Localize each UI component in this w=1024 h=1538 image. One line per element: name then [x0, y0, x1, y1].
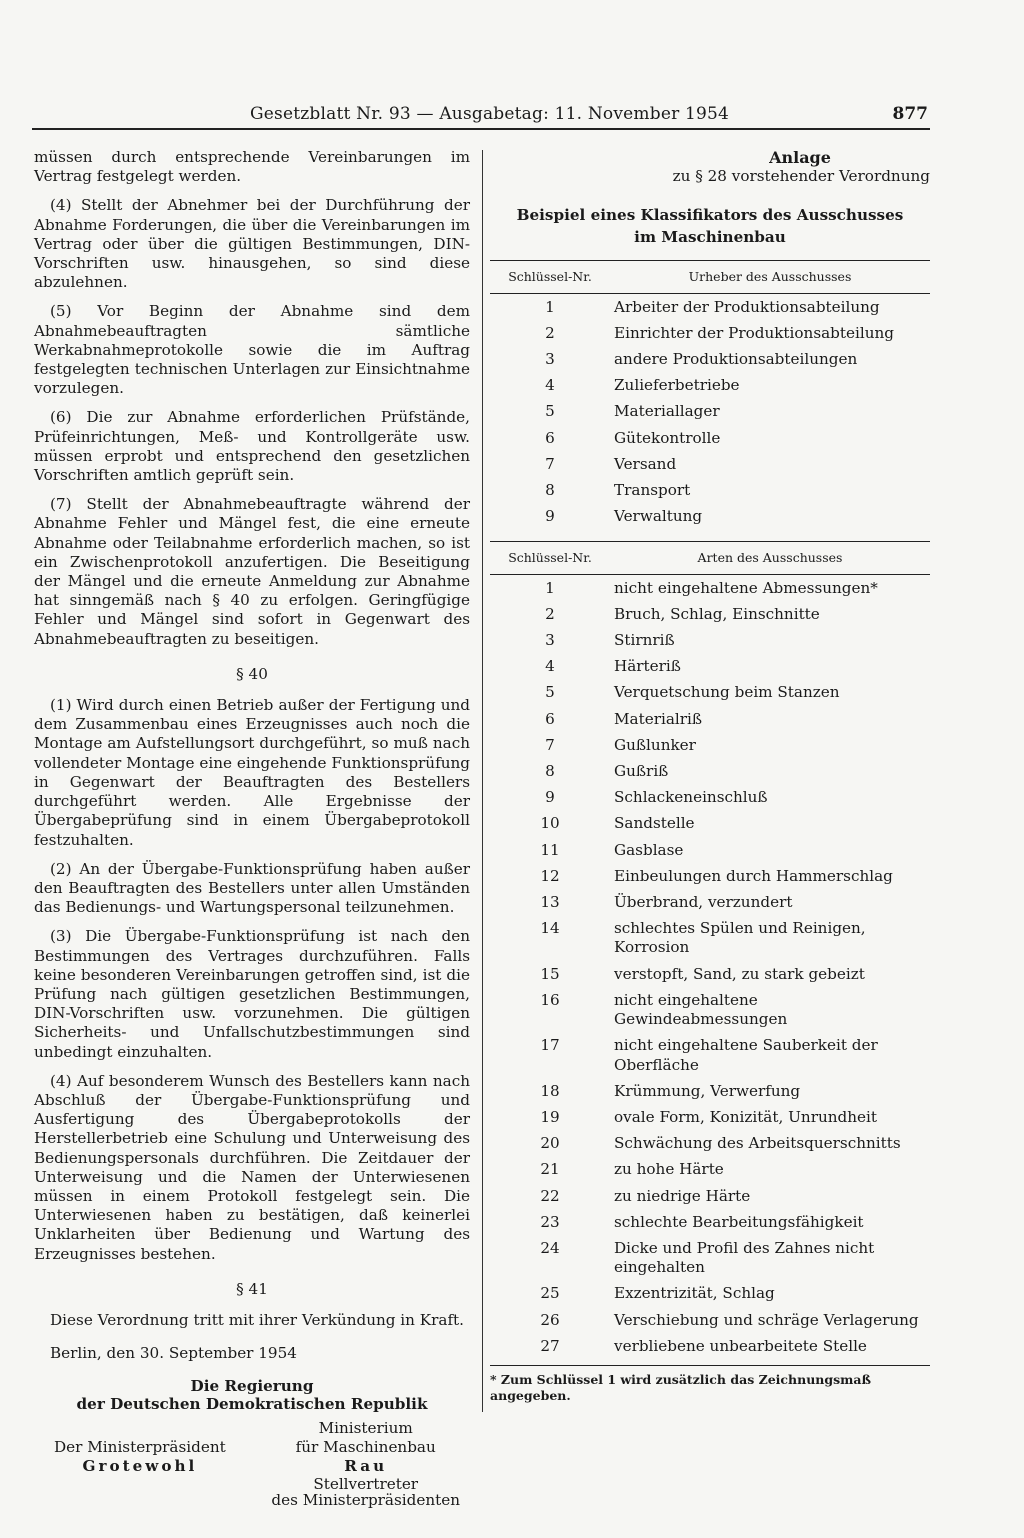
section-41-text: Diese Verordnung tritt mit ihrer Verkündung in Kraft. [50, 1310, 464, 1329]
row-description: verbliebene unbearbeitete Stelle [614, 1336, 867, 1355]
table-row [490, 961, 930, 987]
key-number: 5 [545, 402, 555, 421]
table-row [490, 451, 930, 477]
ministry-line-1: Ministerium [318, 1419, 413, 1438]
key-number: 9 [545, 507, 555, 526]
originator-table [490, 260, 930, 529]
government-heading [34, 1377, 470, 1413]
minister-title-2: des Ministerpräsidenten [271, 1491, 460, 1510]
table-row [490, 889, 930, 915]
footnote: * Zum Schlüssel 1 wird zusätzlich das Zeichnungsmaß angegeben. [490, 1365, 930, 1404]
row-description: Härteriß [614, 657, 681, 676]
table-row [490, 987, 930, 1032]
table-row [490, 758, 930, 784]
table-row [490, 706, 930, 732]
key-number: 10 [540, 814, 560, 833]
section-41-title: § 41 [236, 1279, 268, 1298]
header-title: Gesetzblatt Nr. 93 — Ausgabetag: 11. November 1954 [250, 104, 730, 124]
prime-minister-role: Der Ministerpräsident [54, 1438, 226, 1457]
key-number: 22 [540, 1186, 560, 1205]
row-description: verstopft, Sand, zu stark gebeizt [614, 964, 865, 983]
table-row [490, 1307, 930, 1333]
key-number: 7 [545, 735, 555, 754]
paragraph-7: (7) Stellt der Abnahmebeauftragte während der Abnahme Fehler und Mängel fest, die eine erneute Abnahme oder Teilabnahme erforderlich machen, so ist ein Zwischenprotokoll anzufertigen. Die Beseitigung der Mängel und die erneute Anmeldung zur Abnahme hat sinngemäß nach § 40 zu erfolgen. Geringfügige Fehler und Mängel sind sofort in Gegenwart des Abnahmebeauftragten zu beseitigen. [34, 495, 470, 648]
key-number: 20 [540, 1134, 560, 1153]
signature-left [34, 1419, 226, 1508]
key-number: 2 [545, 323, 555, 342]
key-number: 9 [545, 788, 555, 807]
key-number: 15 [540, 964, 560, 983]
row-description: Gußriß [614, 762, 669, 781]
paragraph-continued: müssen durch entsprechende Vereinbarungen im Vertrag festgelegt werden. [34, 148, 470, 186]
table-row [490, 1032, 930, 1077]
ministry-line-2: für Maschinenbau [295, 1438, 436, 1457]
table-row [490, 320, 930, 346]
key-number: 8 [545, 481, 555, 500]
row-description: Bruch, Schlag, Einschnitte [614, 604, 820, 623]
date-line: Berlin, den 30. September 1954 [50, 1344, 297, 1363]
annex-subtitle: zu § 28 vorstehender Verordnung [672, 167, 930, 186]
paragraph-5: (5) Vor Beginn der Abnahme sind dem Abnahmebeauftragten sämtliche Werkabnahmeprotokolle sowie die im Auftrag festgelegten technischen Unterlagen zur Einsichtnahme vorzulegen. [34, 302, 470, 398]
key-number: 14 [540, 919, 560, 938]
row-description: Gußlunker [614, 735, 696, 754]
key-number: 2 [545, 604, 555, 623]
key-number: 1 [545, 578, 555, 597]
column-header-key: Schlüssel-Nr. [490, 261, 610, 293]
key-number: 3 [545, 631, 555, 650]
classifier-title [490, 204, 930, 248]
row-description: Schwächung des Arbeitsquerschnitts [614, 1134, 901, 1153]
key-number: 18 [540, 1081, 560, 1100]
table-row [490, 398, 930, 424]
row-description: Dicke und Profil des Zahnes nicht eingehalten [614, 1238, 875, 1277]
row-description: Krümmung, Verwerfung [614, 1081, 801, 1100]
row-description: Schlackeneinschluß [614, 788, 768, 807]
table-row [490, 679, 930, 705]
row-description: zu hohe Härte [614, 1160, 724, 1179]
paragraph-6: (6) Die zur Abnahme erforderlichen Prüfstände, Prüfeinrichtungen, Meß- und Kontrollgeräte usw. müssen erprobt und entsprechend den gesetzlichen Vorschriften amtlich geprüft sein. [34, 408, 470, 485]
key-number: 12 [540, 866, 560, 885]
paragraph-4: (4) Stellt der Abnehmer bei der Durchführung der Abnahme Forderungen, die über die Vereinbarungen im Vertrag oder über die gültigen Bestimmungen, DIN-Vorschriften usw. hinausgehen, so sind diese abzulehnen. [34, 196, 470, 292]
row-description: Exzentrizität, Schlag [614, 1284, 775, 1303]
key-number: 26 [540, 1310, 560, 1329]
table-row [490, 293, 930, 320]
table-row [490, 784, 930, 810]
key-number: 13 [540, 893, 560, 912]
row-description: Sandstelle [614, 814, 695, 833]
row-description: zu niedrige Härte [614, 1186, 751, 1205]
key-number: 25 [540, 1284, 560, 1303]
section-40-paragraph-1: (1) Wird durch einen Betrieb außer der Fertigung und dem Zusammenbau eines Erzeugnisses auch noch die Montage am Aufstellungsort durchgeführt, so muß nach vollendeter Montage eine eingehende Funktionsprüfung in Gegenwart der Beauftragten des Bestellers durchgeführt werden. Alle Ergebnisse der Übergabeprüfung sind in einem Übergabeprotokoll festzuhalten. [34, 696, 470, 849]
key-number: 16 [540, 990, 560, 1009]
section-40-paragraph-2: (2) An der Übergabe-Funktionsprüfung haben außer den Beauftragten des Bestellers unter allen Umständen das Bedienungs- und Wartungspersonal teilzunehmen. [34, 859, 470, 917]
column-header-defect-type: Arten des Ausschusses [610, 542, 930, 574]
column-header-originator: Urheber des Ausschusses [610, 261, 930, 293]
key-number: 5 [545, 683, 555, 702]
row-description: nicht eingehaltene Gewindeabmessungen [614, 990, 788, 1029]
section-40-title: § 40 [236, 664, 268, 683]
minister-title-1: Stellvertreter [313, 1475, 419, 1494]
table-row [490, 837, 930, 863]
column-divider [482, 150, 483, 1412]
classifier-title-line-1: Beispiel eines Klassifikators des Ausschusses [516, 206, 904, 225]
row-description: nicht eingehaltene Abmessungen* [614, 578, 878, 597]
table-row [490, 477, 930, 503]
table-row [490, 601, 930, 627]
row-description: Materialriß [614, 709, 702, 728]
table-row [490, 425, 930, 451]
row-description: Versand [614, 454, 677, 473]
left-column [34, 148, 470, 1508]
table-row [490, 863, 930, 889]
row-description: Einbeulungen durch Hammerschlag [614, 866, 893, 885]
key-number: 7 [545, 454, 555, 473]
key-number: 11 [540, 840, 560, 859]
row-description: schlechte Bearbeitungsfähigkeit [614, 1212, 864, 1231]
row-description: andere Produktionsabteilungen [614, 350, 858, 369]
row-description: Gütekontrolle [614, 428, 721, 447]
key-number: 21 [540, 1160, 560, 1179]
section-40-paragraph-4: (4) Auf besonderem Wunsch des Bestellers kann nach Abschluß der Übergabe-Funktionsprüfung und Ausfertigung des Übergabeprotokolls der Herstellerbetrieb eine Schulung und Unterweisung des Bedienungspersonals durchführen. Die Zeitdauer der Unterweisung und die Namen der Unterwiesenen müssen in einem Protokoll festgelegt sein. Die Unterwiesenen haben zu bestätigen, daß keinerlei Unklarheiten über Bedienung und Wartung des Erzeugnisses bestehen. [34, 1071, 470, 1263]
row-description: Zulieferbetriebe [614, 376, 740, 395]
key-number: 8 [545, 762, 555, 781]
table-row [490, 732, 930, 758]
signature-right [271, 1419, 470, 1508]
row-description: Gasblase [614, 840, 684, 859]
key-number: 6 [545, 709, 555, 728]
key-number: 17 [540, 1036, 560, 1055]
table-row [490, 372, 930, 398]
key-number: 24 [540, 1238, 560, 1257]
row-description: nicht eingehaltene Sauberkeit der Oberfläche [614, 1036, 878, 1074]
row-description: ovale Form, Konizität, Unrundheit [614, 1107, 877, 1126]
row-description: Arbeiter der Produktionsabteilung [614, 297, 880, 316]
table-row [490, 1209, 930, 1235]
key-number: 1 [545, 297, 555, 316]
row-description: Transport [614, 481, 691, 500]
government-line-2: der Deutschen Demokratischen Republik [76, 1395, 428, 1414]
key-number: 4 [545, 376, 555, 395]
table-row [490, 810, 930, 836]
page-number: 877 [892, 104, 928, 124]
table-row [490, 915, 930, 960]
row-description: Verschiebung und schräge Verlagerung [614, 1310, 919, 1329]
column-header-key: Schlüssel-Nr. [490, 542, 610, 574]
table-row [490, 1183, 930, 1209]
page-header [32, 104, 930, 130]
table-row [490, 1156, 930, 1182]
key-number: 27 [540, 1336, 560, 1355]
row-description: Verquetschung beim Stanzen [614, 683, 840, 702]
prime-minister-name: Grotewohl [82, 1457, 198, 1476]
table-row [490, 503, 930, 529]
key-number: 6 [545, 428, 555, 447]
row-description: Überbrand, verzundert [614, 893, 793, 912]
annex-title: Anlage [769, 148, 831, 167]
right-column [490, 148, 930, 1404]
key-number: 3 [545, 350, 555, 369]
table-row [490, 1280, 930, 1306]
table-row [490, 574, 930, 601]
row-description: Einrichter der Produktionsabteilung [614, 323, 894, 342]
table-row [490, 1130, 930, 1156]
classifier-title-line-2: im Maschinenbau [634, 228, 786, 247]
table-row [490, 627, 930, 653]
table-row [490, 1078, 930, 1104]
row-description: Materiallager [614, 402, 720, 421]
signature-block [34, 1419, 470, 1508]
row-description: schlechtes Spülen und Reinigen, Korrosion [614, 919, 866, 957]
row-description: Verwaltung [614, 507, 703, 526]
table-row [490, 1104, 930, 1130]
defect-table [490, 541, 930, 1359]
table-row [490, 1235, 930, 1280]
key-number: 4 [545, 657, 555, 676]
key-number: 23 [540, 1212, 560, 1231]
key-number: 19 [540, 1107, 560, 1126]
table-row [490, 1333, 930, 1359]
minister-name: Rau [344, 1457, 388, 1476]
section-40-paragraph-3: (3) Die Übergabe-Funktionsprüfung ist nach den Bestimmungen des Vertrages durchzuführen. Falls keine besonderen Vereinbarungen getroffen sind, ist die Prüfung nach gültigen gesetzlichen Bestimmungen, DIN-Vorschriften usw. vorzunehmen. Die gültigen Sicherheits- und Unfallschutzbestimmungen sind unbedingt einzuhalten. [34, 927, 470, 1061]
table-row [490, 346, 930, 372]
government-line-1: Die Regierung [190, 1377, 314, 1396]
table-row [490, 653, 930, 679]
row-description: Stirnriß [614, 631, 675, 650]
